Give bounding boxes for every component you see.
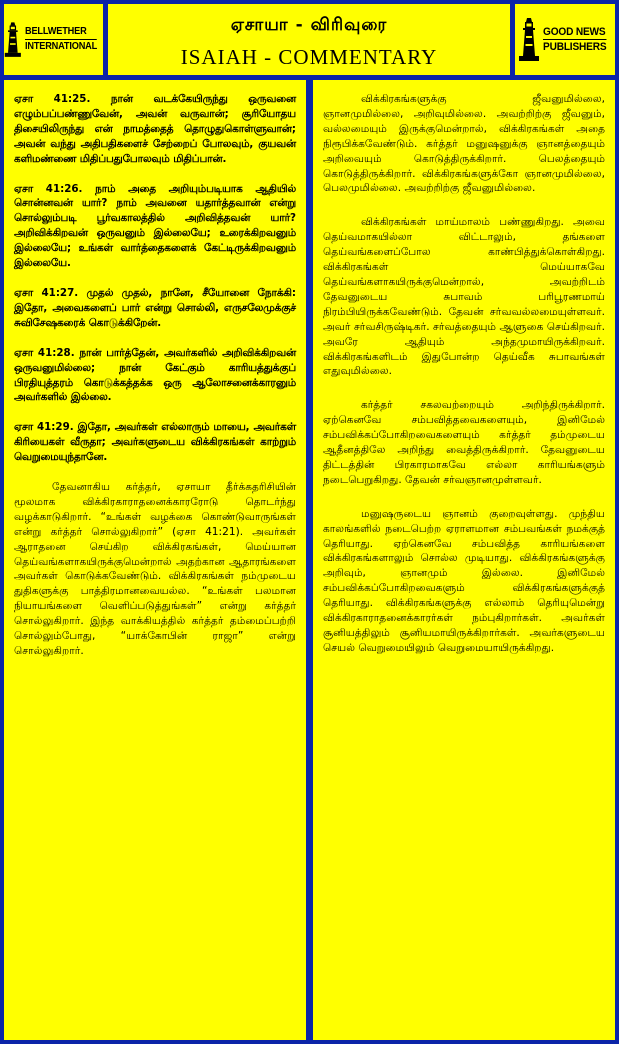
title-tamil: ஏசாயா - விரிவுரை bbox=[230, 15, 388, 35]
verse-41-27: ஏசா 41:27. முதல் முதல், நானே, சீயோனை நோக்கி: இதோ, அவைகளைப் பார் என்று சொல்லி, எருசலேமுக்குச் சுவிசேஷகரைக் கொடுக்கிறேன். bbox=[14, 286, 296, 329]
commentary-paragraph: விக்கிரகங்களுக்கு ஜீவனுமில்லை, ஞானமுமில்லை, அறிவுமில்லை. அவற்றிற்கு ஜீவனும், வல்லமையும் இருக்குமென்றால், விக்கிரகங்கள் அதை நிரூபிக்கவேண்டும். கர்த்தர் மனுஷனுக்கு ஞானத்தையும் அறிவையும் கொடுத்திருக்கிறார். பெலத்தையும் கொடுத்திருக்கிறார். விக்கிரகங்களுக்கோ ஞானமுமில்லை, பெலமுமில்லை. அவற்றிற்கு ஜீவனுமில்லை. bbox=[323, 93, 605, 195]
bellwether-logo bbox=[4, 4, 103, 75]
right-column bbox=[313, 80, 615, 1040]
lighthouse-icon bbox=[518, 18, 540, 62]
logo-line-1: GOOD NEWS bbox=[543, 26, 606, 38]
commentary-paragraph: தேவனாகிய கர்த்தர், ஏசாயா தீர்க்கதரிசியின் மூலமாக விக்கிரகாராதனைக்காரரோடு தொடர்ந்து வழக்காடுகிறார். “உங்கள் வழக்கை கொண்டுவாருங்கள் என்று கர்த்தர் சொல்லுகிறார்” (ஏசா 41:21). அவர்கள் ஆராதனை செய்கிற விக்கிரகங்கள், மெய்யான தெய்வங்களாகயிருக்குமென்றால் அதற்கான ஆதாரங்களை அவர்கள் கொடுக்கவேண்டும். விக்கிரகங்கள் நம்முடைய துதிகளுக்கு பாத்திரமானவையல்ல. “உங்கள் பலமான நியாயங்களை வெளிப்படுத்துங்கள்” என்று கர்த்தர் சொல்லுகிறார். இந்த வாக்கியத்தில் கர்த்தர் தம்மைப்பற்றி சொல்லும்போது, “யாக்கோபின் ராஜா” என்று சொல்லுகிறார். bbox=[14, 481, 296, 657]
page-header bbox=[108, 4, 510, 75]
left-column bbox=[4, 80, 306, 1040]
title-english: ISAIAH - COMMENTARY bbox=[180, 45, 438, 69]
logo-line-1: BELLWETHER bbox=[24, 26, 87, 37]
verse-41-29: ஏசா 41:29. இதோ, அவர்கள் எல்லாரும் மாயை, அவர்கள் கிரியைகள் வீருதா; அவர்களுடைய விக்கிரகங்கள் காற்றும் வெறுமையுந்தானே. bbox=[14, 421, 296, 464]
good-news-publishers-logo bbox=[515, 4, 615, 75]
verse-41-25: ஏசா 41:25. நான் வடக்கேயிருந்து ஒருவனை எழும்பப்பண்ணுவேன், அவன் வருவான்; சூரியோதய திசையிலிருந்து என் நாமத்தைத் தொழுதுகொள்ளுவான்; அவன் வந்து அதிபதிகளைச் சேற்றைப் போலவும், குயவன் களிமண்ணை மிதிப்பதுபோலவும் மிதிப்பான். bbox=[14, 93, 296, 165]
logo-line-2: PUBLISHERS bbox=[543, 41, 607, 53]
verse-41-28: ஏசா 41:28. நான் பார்த்தேன், அவர்களில் அறிவிக்கிறவன் ஒருவனுமில்லை; நான் கேட்கும் காரியத்துக்குப் பிரதியுத்தரம் கொடுக்கத்தக்க ஒரு ஆலோசனைக்காரனும் அவர்களில் இல்லை. bbox=[14, 346, 296, 404]
verse-41-26: ஏசா 41:26. நாம் அதை அறியும்படியாக ஆதியில் சொன்னவன் யார்? நாம் அவனை யதார்த்தவான் என்று சொல்லும்படி பூர்வகாலத்தில் அறிவித்தவன் யார்? அறிவிக்கிறவன் ஒருவனும் இல்லையே; உரைக்கிறவனும் இல்லையே; உங்கள் வார்த்தைகளைக் கேட்டிருக்கிறவனும் இல்லையே. bbox=[14, 182, 296, 270]
commentary-paragraph: கர்த்தர் சகலவற்றையும் அறிந்திருக்கிறார். ஏற்கெனவே சம்பவித்தவைகளையும், இனிமேல் சம்பவிக்கப்போகிறவைகளையும் கர்த்தர் தம்முடைய ஆதீனத்திலே அறிந்து வைத்திருக்கிறார். தேவனுடைய திட்டத்தின் பிரகாரமாகவே எல்லா காரியங்களும் நடைபெறுகிறது. தேவன் சர்வஞானமுள்ளவர். bbox=[323, 399, 605, 486]
lighthouse-icon bbox=[4, 18, 22, 62]
commentary-paragraph: விக்கிரகங்கள் மாய்மாலம் பண்ணுகிறது. அவை தெய்வமாகயில்லா விட்டாலும், தங்களை தெய்வங்களைப்போல காண்பித்துக்கொள்கிறது. விக்கிரகங்கள் மெய்யாகவே தெய்வங்களாகயிருக்குமென்றால், அவற்றிடம் தேவனுடைய சுபாவம் பரிபூரணமாய் நிரம்பியிருக்கவேண்டும். தேவன் சர்வவல்லமையுள்ளவர். அவர் சர்வசிருஷ்டிகர். சர்வத்தையும் ஆளுகை செய்கிறவர். அவரே ஆதியும் அந்தமுமாயிருக்கிறவர். விக்கிரகங்களிடம் இதுபோன்ற தெய்வீக சுபாவங்கள் எதுவுமில்லை. bbox=[323, 216, 605, 378]
logo-line-2: INTERNATIONAL bbox=[24, 41, 97, 52]
commentary-paragraph: மனுஷருடைய ஞானம் குறைவுள்ளது. முந்திய காலங்களில் நடைபெற்ற ஏராளமான சம்பவங்கள் நமக்குத் தெரியாது. ஏற்கெனவே சம்பவித்த காரியங்களை விக்கிரகங்களாலும் சொல்ல முடியாது. விக்கிரகங்களுக்கு அறிவும், ஞானமும் இல்லை. இனிமேல் சம்பவிக்கப்போகிறவைகளும் விக்கிரகங்களுக்குத் தெரியாது. விக்கிரகங்களுக்கு எல்லாம் தெரியுமென்று விக்கிரகாராதனைக்காரர்கள் நம்புகிறார்கள். அவர்கள் சூனியத்திலும் சூனியமாயிருக்கிறார்கள். அவர்களுடைய செயல் வெறுமையிலும் வெறுமையாயிருக்கிறது. bbox=[323, 507, 605, 654]
